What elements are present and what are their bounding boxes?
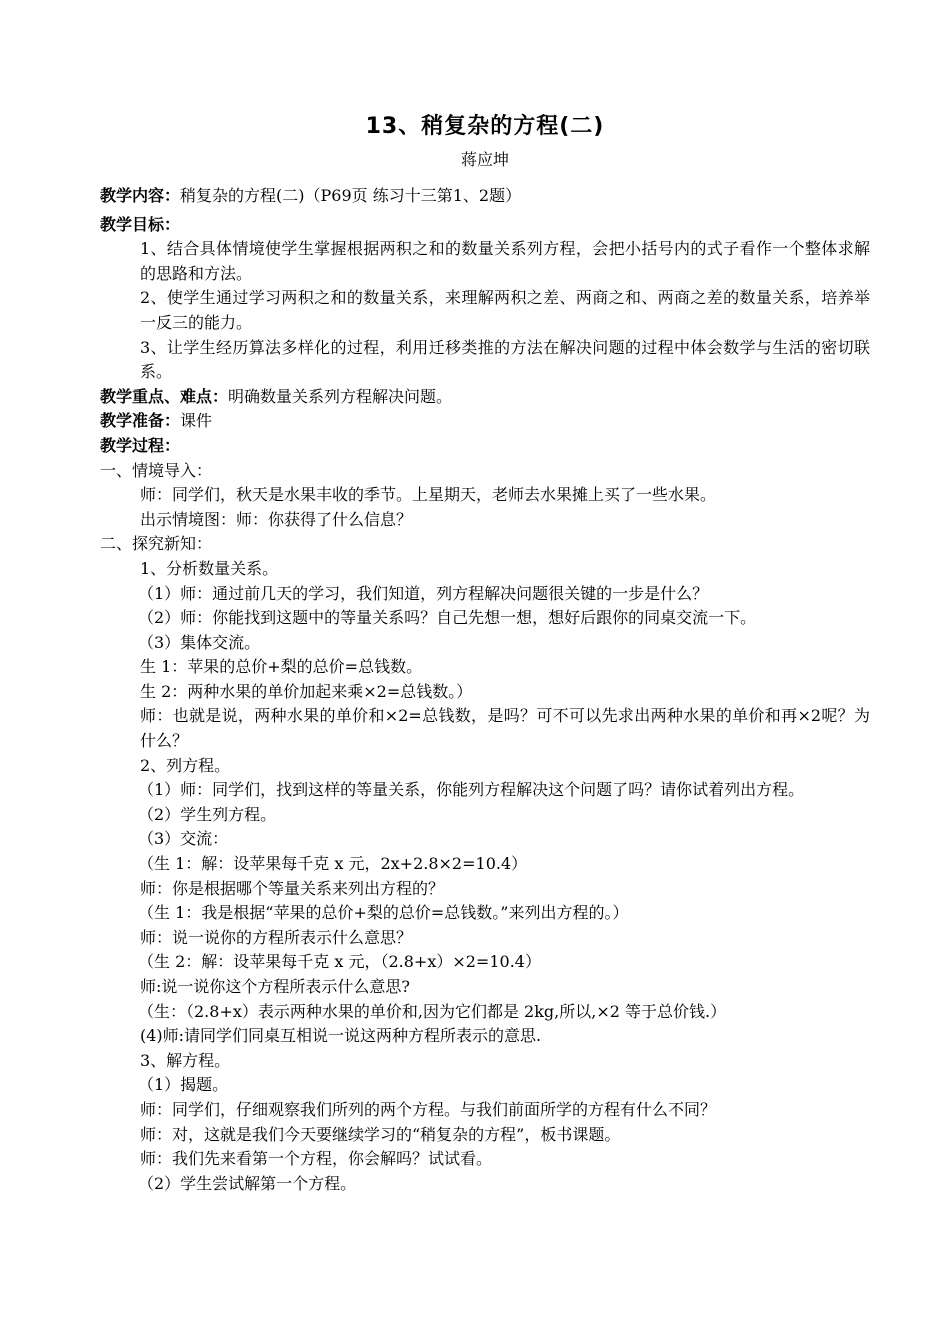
- text-line: （1）师：通过前几天的学习，我们知道，列方程解决问题很关键的一步是什么？: [138, 583, 709, 603]
- text-line: （2）师：你能找到这题中的等量关系吗？自己先想一想，想好后跟你的同桌交流一下。: [138, 608, 757, 628]
- page-title: 13、稍复杂的方程(二): [365, 114, 605, 139]
- text-line: （2）学生列方程。: [138, 804, 277, 824]
- text-line: 师：说一说你的方程所表示什么意思？: [140, 927, 413, 947]
- text-line: （1）揭题。: [138, 1075, 229, 1095]
- text-line: 师：同学们，秋天是水果丰收的季节。上星期天，老师去水果摊上买了一些水果。: [140, 485, 717, 505]
- document-page: [100, 112, 870, 1196]
- text-line: 2、列方程。: [140, 755, 231, 775]
- process-label: 教学过程：: [100, 435, 181, 455]
- section-heading: 一、情境导入：: [100, 460, 213, 480]
- text-line: 生 1：苹果的总价+梨的总价=总钱数。: [140, 657, 423, 677]
- keypoints-row: [100, 385, 870, 410]
- keypoints-text: 明确数量关系列方程解决问题。: [228, 386, 453, 406]
- author: 蒋应坤: [460, 150, 509, 169]
- text-line: 师：对，这就是我们今天要继续学习的“稍复杂的方程”，板书课题。: [140, 1124, 621, 1144]
- text-line: 3、解方程。: [140, 1050, 231, 1070]
- text-line: 师:说一说你这个方程所表示什么意思?: [140, 977, 410, 996]
- prep-label: 教学准备：: [100, 411, 181, 431]
- goals-label: 教学目标：: [100, 214, 181, 234]
- goal-item-2: 2、使学生通过学习两积之和的数量关系，来理解两积之差、两商之和、两商之差的数量关系，培养举一反三的能力。: [140, 288, 870, 332]
- text-line: （生 1：解：设苹果每千克 x 元，2x+2.8×2=10.4）: [138, 854, 528, 874]
- text-paragraph: 师：也就是说，两种水果的单价和×2=总钱数，是吗？可不可以先求出两种水果的单价和再×2呢？为什么？: [140, 706, 870, 751]
- text-paragraph: （1）师：同学们，找到这样的等量关系，你能列方程解决这个问题了吗？请你试着列出方程。: [138, 780, 805, 800]
- goal-item-3: 3、让学生经历算法多样化的过程，利用迁移类推的方法在解决问题的过程中体会数学与生活的密切联系。: [140, 337, 870, 382]
- text-line: 出示情境图：师：你获得了什么信息？: [140, 509, 413, 529]
- text-line: 1、分析数量关系。: [140, 558, 279, 578]
- goal-item-1: 1、结合具体情境使学生掌握根据两积之和的数量关系列方程，会把小括号内的式子看作一个整体求解的思路和方法。: [140, 239, 870, 283]
- text-line: （生 2：解：设苹果每千克 x 元，（2.8+x）×2=10.4）: [138, 952, 541, 972]
- content-text: 稍复杂的方程(二)（P69页 练习十三第1、2题）: [180, 186, 522, 205]
- text-line: (4)师:请同学们同桌互相说一说这两种方程所表示的意思.: [140, 1026, 542, 1046]
- content-label: 教学内容：: [100, 186, 181, 205]
- text-line: （3）集体交流。: [138, 632, 261, 652]
- text-line: 生 2：两种水果的单价加起来乘×2=总钱数。）: [140, 681, 473, 701]
- text-line: 师：我们先来看第一个方程，你会解吗？试试看。: [140, 1149, 493, 1169]
- section-heading: 二、探究新知：: [100, 534, 213, 554]
- text-line: （生 1：我是根据“苹果的总价+梨的总价=总钱数。”来列出方程的。）: [138, 903, 629, 923]
- text-line: 师：同学们，仔细观察我们所列的两个方程。与我们前面所学的方程有什么不同？: [140, 1099, 717, 1119]
- text-line: （3）交流：: [138, 829, 229, 849]
- content-row: [100, 184, 870, 209]
- keypoints-label: 教学重点、难点：: [100, 386, 229, 406]
- prep-row: [100, 409, 870, 434]
- text-line: （生：（2.8+x）表示两种水果的单价和,因为它们都是 2kg,所以,×2 等于总价钱.）: [138, 1001, 727, 1021]
- prep-text: 课件: [180, 411, 213, 431]
- text-line: （2）学生尝试解第一个方程。: [138, 1173, 357, 1193]
- text-line: 师：你是根据哪个等量关系来列出方程的？: [140, 878, 445, 898]
